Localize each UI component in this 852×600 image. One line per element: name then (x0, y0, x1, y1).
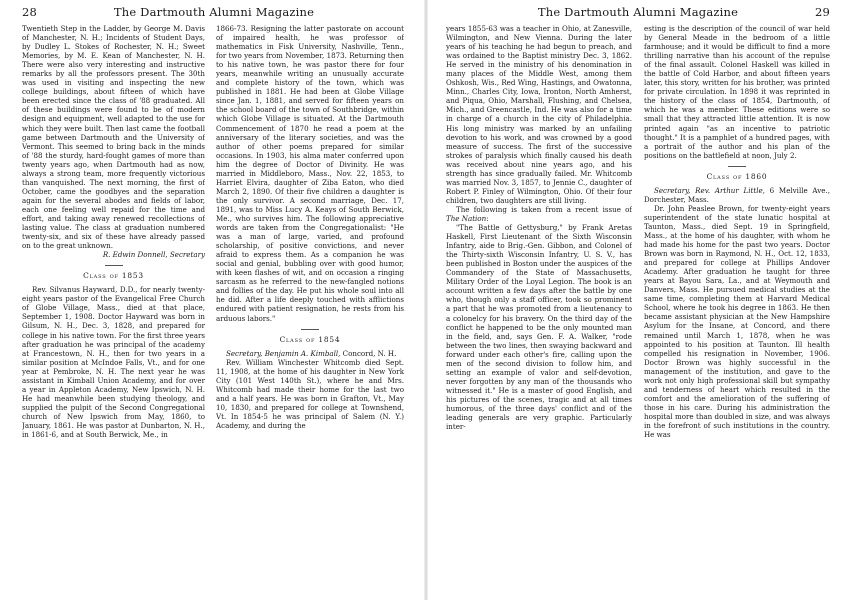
right-running-head (446, 5, 830, 21)
paragraph-gettysburg-review: "The Battle of Gettysburg," by Frank Aretas Haskell, First Lieutenant of the Sixth Wisconsin Infantry, aide to Brig.-Gen. Gibbon, and Colonel of the Thirty-sixth Wisconsin Infantry, U. S. V., has been published in Boston under the auspices of the Commandery of the State of Massachusetts, Military Order of the Loyal Legion. The book is an account written a few days after the battle by one who, though only a staff officer, took so prominent a part that he was promoted from a lieutenancy to a colonelcy for his bravery. On the third day of the conflict he happened to be the only mounted man in the field, and, says Gen. F. A. Walker, "rode between the two lines, then swaying backward and forward under each other's fire, calling upon the men of the second division to follow him, and setting an example of valor and self-devotion, never forgotten by any man of the thousands who witnessed it." He is a master of good English, and his pictures of the scenes, tragic and at all times humorous, of the three days' conflict and of the leading generals are very graphic. Particularly inter- (446, 223, 632, 432)
left-running-head (22, 5, 406, 21)
secretary-place: Concord, N. H. (342, 348, 397, 358)
paragraph-nation-intro (446, 205, 632, 223)
secretary-line-1854 (216, 349, 404, 358)
left-page-number: 28 (22, 5, 38, 19)
paragraph-whitcomb-obituary: Rev. William Winchester Whitcomb died Sept. 11, 1908, at the home of his daughter in New York City (101 West 140th St.), where he and Mrs. Whitcomb had made their home for the last two and a half years. He was born in Grafton, Vt., May 10, 1830, and prepared for college at Townshend, Vt. In 1854-5 he was principal of Salem (N. Y.) Academy, and during the (216, 357, 404, 430)
secretary-line-1860 (644, 186, 830, 204)
secretary-label: Secretary, (654, 185, 691, 195)
right-page (426, 0, 852, 600)
secretary-place: 6 Melville Ave., Dorchester, Mass. (644, 185, 830, 204)
class-heading-1853 (22, 265, 205, 280)
heading-rule (105, 265, 123, 266)
paragraph-brown-obituary: Dr. John Peaslee Brown, for twenty-eight years superintendent of the state lunatic hospital at Taunton, Mass., died Sept. 19 in Springfield, Mass., at the home of his daughter, with whom he had made his home for the past two years. Doctor Brown was born in Raymond, N. H., Oct. 12, 1833, and prepared for college at Phillips Andover Academy. After graduation he taught for three years at Bayou Sara, La., and at Weymouth and Danvers, Mass. He pursued medical studies at the same time, completing them at Harvard Medical School, where he took his degree in 1863. He then became assistant physician at the New Hampshire Asylum for the Insane, at Concord, and there remained until March 1, 1878, when he was appointed to his position at Taunton. Ill health compelled his resignation in November, 1906. Doctor Brown was highly successful in the management of the institution, and gave to the work not only high professional skill but sympathy and tenderness of heart which resulted in the comfort and the amelioration of the suffering of those in his care. During his administration the hospital more than doubled in size, and was always in the forefront of such institutions in the country. He was (644, 203, 830, 440)
paragraph-gettysburg-continued: esting is the description of the council of war held by General Meade in the bedroom of a little farmhouse; and it would be difficult to find a more thrilling narrative than his account of the repulse of the final assault. Colonel Haskell was killed in the battle of Cold Harbor, and about fifteen years later, this story, written for his brother, was printed for private circulation. In 1898 it was reprinted in the history of the class of 1854, Dartmouth, of which he was a member. These editions were so small that they attracted little attention. It is now printed again "as an incentive to patriotic thought." It is a pamphlet of a hundred pages, with a portrait of the author and his plan of the positions on the battlefield at noon, July 2. (644, 24, 830, 160)
class-heading-1854-text: Class of 1854 (279, 334, 341, 344)
nation-intro-lead: The following is taken from a recent issue of (456, 204, 632, 214)
class-heading-1854 (216, 329, 404, 344)
nation-intro-colon: : (486, 213, 489, 223)
paragraph-whitcomb-continued: years 1855-63 was a teacher in Ohio, at Zanesville, Wilmington, and New Vienna. During the later years of his teaching he had begun to preach, and was ordained to the Baptist ministry Dec. 3, 1862. He served in the ministry of his denomination in many places of the Middle West, among them Oshkosh, Wis., Red Wing, Hastings, and Owatonna, Minn., Charles City, Iowa, Ironton, North Amherst, and Piqua, Ohio, Marshall, Flushing, and Chelsea, Mich., and Greencastle, Ind. He was also for a time in charge of a church in the city of Philadelphia. His long ministry was marked by an unfailing devotion to his work, and was crowned by a good measure of success. The first of the successive strokes of paralysis which finally caused his death was received about nine years ago, and his strength has since gradually failed. Mr. Whitcomb was married Nov. 3, 1857, to Jennie C., daughter of Robert P. Finley of Wilmington, Ohio. Of their four children, two daughters are still living. (446, 24, 632, 205)
right-column-2 (644, 24, 830, 598)
paragraph-hayward-obituary: Rev. Silvanus Hayward, D.D., for nearly twenty-eight years pastor of the Evangelical Free Church of Globe Village, Mass., died at that place, September 1, 1908. Doctor Hayward was born in Gilsum, N. H., Dec. 3, 1828, and prepared for college in his native town. For the first three years after graduation he was principal of the academy at Francestown, N. H., then for two years in a similar position at McIndoe Falls, Vt., and for one year at Pembroke, N. H. The next year he was assistant in Kimball Union Academy, and for over a year in Appleton Academy, New Ipswich, N. H. He had meanwhile been studying theology, and supplied the pulpit of the Second Congregational church of New Ipswich from May, 1860, to January, 1861. He was pastor at Dunbarton, N. H., in 1861-6, and at South Berwick, Me., in (22, 285, 205, 440)
left-column-1 (22, 24, 205, 598)
left-column-2 (216, 24, 404, 598)
left-running-title: The Dartmouth Alumni Magazine (113, 5, 315, 19)
right-column-1 (446, 24, 632, 598)
nation-journal-title: The Nation (446, 213, 487, 223)
heading-rule (728, 166, 746, 167)
right-page-number: 29 (814, 5, 830, 19)
class-heading-1860 (644, 166, 830, 181)
right-running-title: The Dartmouth Alumni Magazine (537, 5, 739, 19)
signature-secretary-1888: R. Edwin Donnell, Secretary (102, 250, 205, 260)
paragraph-class-1888-report: Twentieth Step in the Ladder, by George M. Davis of Manchester, N. H.; Incidents of Student Days, by Dudley L. Stokes of Rochester, N. H.; Sweet Memories, by M. E. Kean of Manchester, N. H. There were also very interesting and instructive remarks by all the professors present. The 30th was used in visiting and inspecting the new college buildings, about fifteen of which have been erected since the class of '88 graduated. All of these buildings were found to be of modern design and equipment, well adapted to the use for which they were built. Then last came the football game between Dartmouth and the University of Vermont. This seemed to bring back in the minds of '88 the sturdy, hard-fought games of more than twenty years ago, when Dartmouth had as now, always a strong team, more frequently victorious than vanquished. The next morning, the first of October, came the goodbyes and the separation again for the several abodes and fields of labor, each one feeling well repaid for the time and effort, and taking away renewed recollections of lasting value. The class at graduation numbered twenty-six, and six of these have already passed on to the great unknown. (22, 24, 205, 251)
heading-rule (301, 329, 319, 330)
class-heading-1860-text: Class of 1860 (706, 171, 768, 181)
secretary-label: Secretary, (226, 348, 263, 358)
paragraph-hayward-continued: 1866-73. Resigning the latter pastorate on account of impaired health, he was professor of mathematics in Fisk University, Nashville, Tenn., for two years from November, 1873. Returning then to his native town, he was pastor there for four years, meanwhile writing an unusually accurate and complete history of the town, which was published in 1881. He had been at Globe Village since Jan. 1, 1881, and served for fifteen years on the school board of the town of Southbridge, within which Globe Village is situated. At the Dartmouth Commencement of 1870 he read a poem at the anniversary of the literary societies, and was the author of other poems prepared for similar occasions. In 1903, his alma mater conferred upon him the degree of Doctor of Divinity. He was married in Middleboro, Mass., Nov. 22, 1853, to Harriet Elvira, daughter of Ziba Eaton, who died March 2, 1890. Of their five children a daughter is the only survivor. A second marriage, Dec. 17, 1891, was to Miss Lucy A. Keays of South Berwick, Me., who survives him. The following appreciative words are taken from the Congregationalist: "He was a man of large, varied, and profound scholarship, of positive convictions, and never afraid to express them. As a companion he was social and genial, bubbling over with good humor, with keen flashes of wit, and on occasion a ringing sarcasm as he referred to the new-fangled notions and follies of the day. He put his whole soul into all he did. After a life deeply touched with afflictions endured with patient resignation, he rests from his arduous labors." (216, 24, 404, 323)
secretary-name: Rev. Arthur Little, (695, 185, 765, 195)
secretary-name: Benjamin A. Kimball, (264, 348, 341, 358)
class-heading-1853-text: Class of 1853 (83, 271, 144, 281)
